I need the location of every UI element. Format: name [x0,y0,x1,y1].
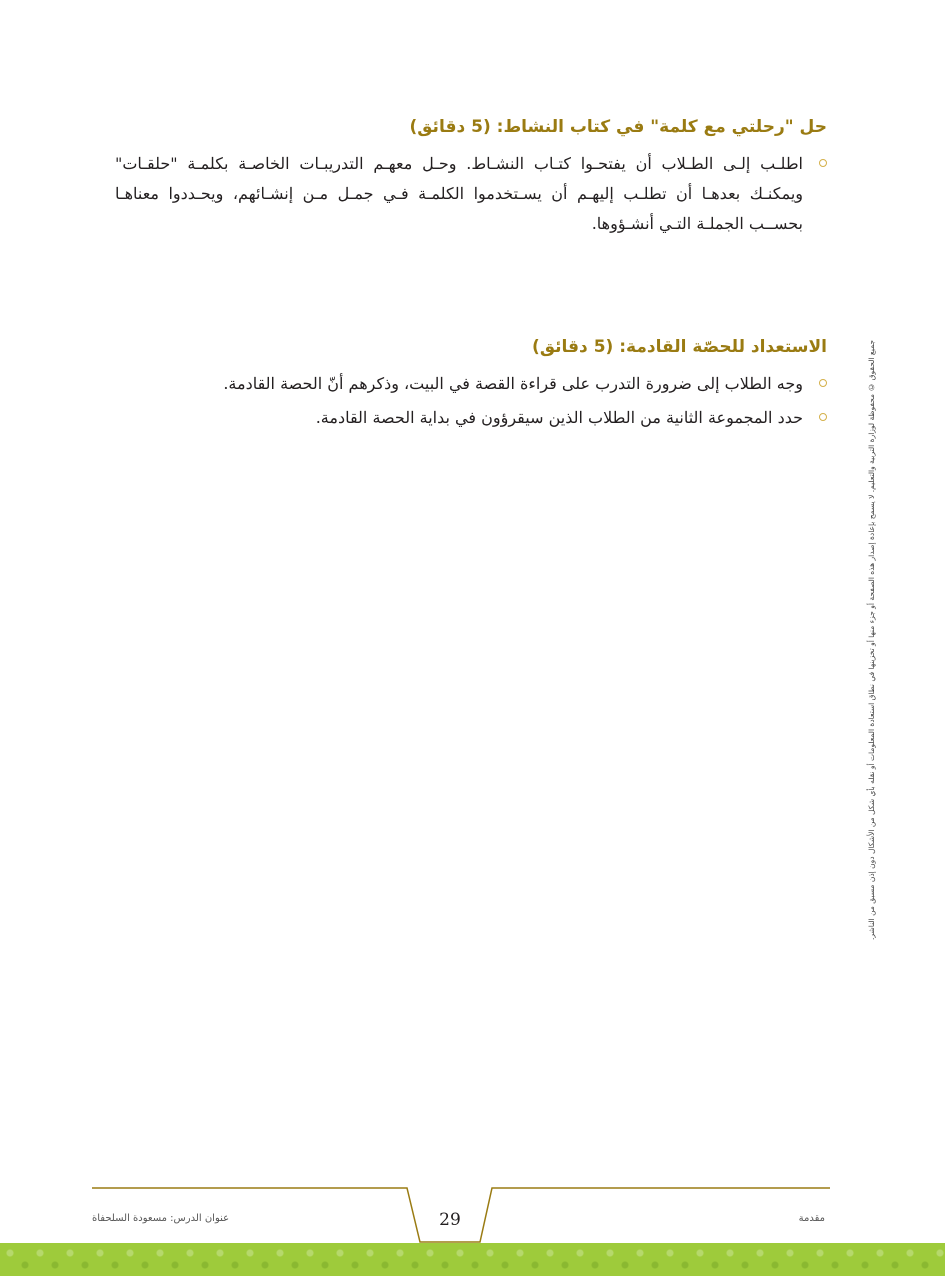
preparation-bullet-text: حدد المجموعة الثانية من الطلاب الذين سيقرؤون في بداية الحصة القادمة. [315,408,803,427]
preparation-bullet-text: وجه الطلاب إلى ضرورة التدرب على قراءة القصة في البيت، وذكرهم أنّ الحصة القادمة. [223,374,803,393]
copyright-note: جميع الحقوق © محفوظة لوزارة التربية والتعليم. لا يسمح بإعادة إصدار هذه الصفحة أو جزء منها أو تخزينها في نطاق استعادة المعلومات أو نقله بأي شكل من الأشكال دون إذن مسبق من الناشر. [867,339,876,941]
bullet-icon [819,159,827,167]
preparation-bullet-2 [115,403,827,433]
activity-bullet [115,149,827,239]
bullet-icon [819,413,827,421]
preparation-bullet-1 [115,369,827,399]
page-number: 29 [439,1210,461,1230]
chapter-label: مقدمة [798,1213,825,1224]
activity-bullet-text: اطلـب إلـى الطـلاب أن يفتحـوا كتـاب النشـاط. وحـل معهـم التدريبـات الخاصـة بكلمـة "حلقـات" ويمكنـك بعدهـا أن تطلـب إليهـم أن يسـتخدموا الكلمـة فـي جمـل مـن إنشـائهم، ويحـددوا معناهـا بحســب الجملـة التـي أنشـؤوها. [115,154,803,233]
preparation-heading: الاستعداد للحصّة القادمة: (5 دقائق) [532,337,827,357]
activity-section [115,115,827,243]
preparation-section [115,335,827,437]
band-pattern [0,1243,945,1276]
lesson-title: عنوان الدرس: مسعودة السلحفاة [92,1213,230,1224]
bullet-icon [819,379,827,387]
decorative-band [0,1243,945,1276]
activity-heading: حل "رحلتي مع كلمة" في كتاب النشاط: (5 دقائق) [409,117,827,137]
